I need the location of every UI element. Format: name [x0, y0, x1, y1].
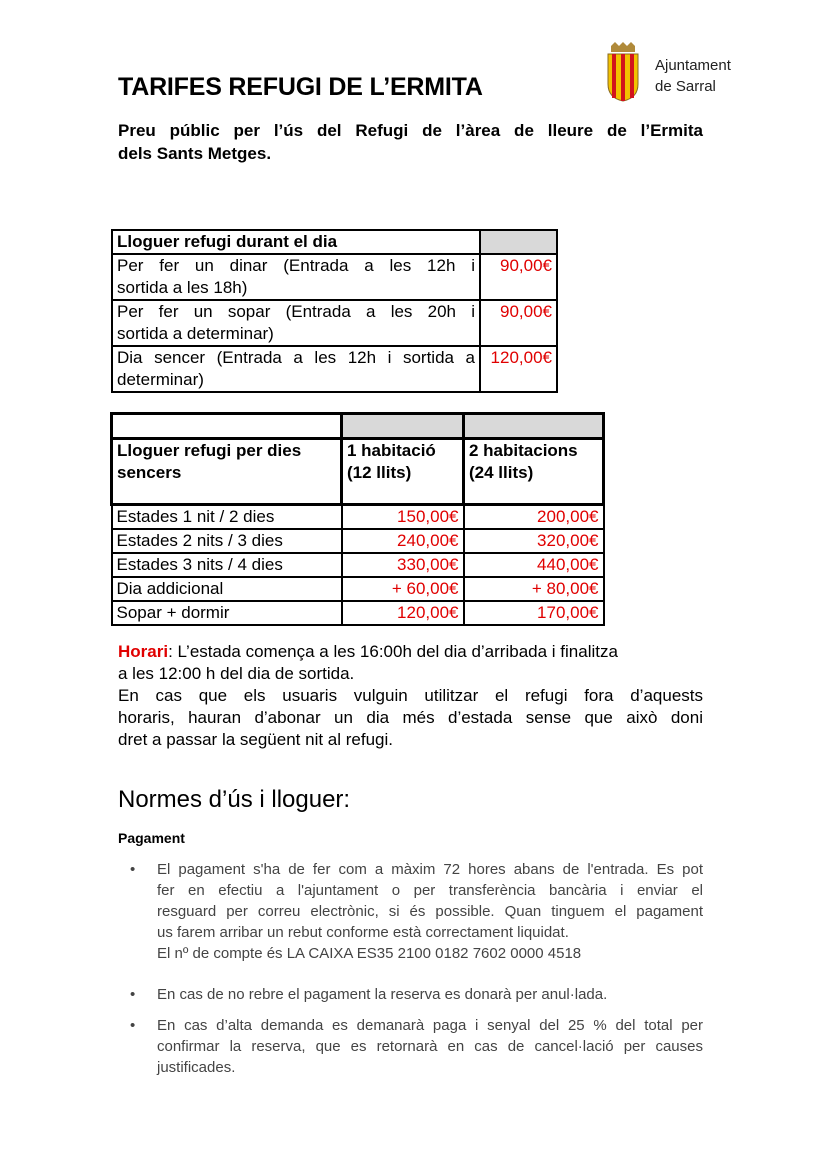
price: 330,00€: [342, 553, 464, 577]
price: 150,00€: [342, 505, 464, 530]
row-label: Estades 3 nits / 4 dies: [112, 553, 342, 577]
list-item: [130, 1015, 703, 1078]
text-line: dret a passar la següent nit al refugi.: [118, 730, 393, 749]
label-line: Dia sencer (Entrada a les 12h i sortida a: [117, 348, 475, 367]
text-line: En cas que els usuaris vulguin utilitzar el refugi fora d’aquests: [118, 686, 703, 705]
header-blank-cell: [480, 230, 557, 254]
price: 120,00€: [480, 346, 557, 392]
price: + 80,00€: [464, 577, 604, 601]
full-day-rental-table: [110, 412, 605, 626]
section-heading: Normes d’ús i lloguer:: [118, 786, 351, 813]
blank-cell: [464, 414, 604, 439]
table-row-label: [112, 300, 480, 346]
blank-cell: [342, 414, 464, 439]
table-row: [112, 505, 604, 530]
subtitle: [118, 119, 703, 165]
price: 170,00€: [464, 601, 604, 625]
text-line: El pagament s'ha de fer com a màxim 72 hores abans de l'entrada. Es pot: [157, 861, 703, 878]
text-line: resguard per correu electrònic, si és possible. Quan tinguem el pagament: [157, 903, 703, 920]
bullet-icon: •: [130, 986, 136, 1003]
price: 240,00€: [342, 529, 464, 553]
price: 200,00€: [464, 505, 604, 530]
subsection-heading: Pagament: [118, 830, 185, 846]
label-line: Per fer un dinar (Entrada a les 12h i: [117, 256, 475, 275]
table-header: 1 habitació (12 llits): [342, 439, 464, 505]
label-line: Per fer un sopar (Entrada a les 20h i: [117, 302, 475, 321]
schedule-label: Horari: [118, 642, 169, 661]
schedule-paragraph: [118, 641, 703, 751]
text-line: justificades.: [157, 1059, 236, 1076]
table-row: [112, 577, 604, 601]
blank-cell: [112, 414, 342, 439]
price: 90,00€: [480, 300, 557, 346]
row-label: Estades 2 nits / 3 dies: [112, 529, 342, 553]
table-header: Lloguer refugi durant el dia: [112, 230, 480, 254]
price: + 60,00€: [342, 577, 464, 601]
table-row: [112, 601, 604, 625]
price: 320,00€: [464, 529, 604, 553]
price: 120,00€: [342, 601, 464, 625]
row-label: Estades 1 nit / 2 dies: [112, 505, 342, 530]
bullet-icon: •: [130, 861, 136, 878]
table-row: [112, 553, 604, 577]
text-line: horaris, hauran d’abonar un dia més d’estada sense que això doni: [118, 708, 703, 727]
municipality-name: [655, 55, 731, 97]
label-line: determinar): [117, 370, 204, 389]
text-line: : L’estada comença a les 16:00h del dia d’arribada i finalitza: [168, 642, 618, 661]
label-line: sortida a determinar): [117, 324, 274, 343]
text-line: a les 12:00 h del dia de sortida.: [118, 664, 355, 683]
coat-of-arms-logo: [603, 42, 643, 102]
label-line: sortida a les 18h): [117, 278, 248, 297]
payment-list: [130, 859, 703, 1088]
text-line: El nº de compte és LA CAIXA ES35 2100 0182 7602 0000 4518: [157, 945, 582, 962]
table-header: 2 habitacions (24 llits): [464, 439, 604, 505]
subtitle-line: dels Sants Metges.: [118, 144, 272, 163]
text-line: En cas de no rebre el pagament la reserva es donarà per anul·lada.: [157, 986, 608, 1003]
logo-line: Ajuntament: [655, 57, 731, 74]
list-item: [130, 984, 703, 1005]
row-label: Sopar + dormir: [112, 601, 342, 625]
text-line: fer en efectiu a l'ajuntament o per transferència bancària i enviar el: [157, 882, 703, 899]
text-line: En cas d’alta demanda es demanarà paga i senyal del 25 % del total per: [157, 1017, 703, 1034]
price: 90,00€: [480, 254, 557, 300]
row-label: Dia addicional: [112, 577, 342, 601]
day-rental-table: [111, 229, 558, 393]
page-title: TARIFES REFUGI DE L’ERMITA: [118, 73, 483, 101]
table-header: Lloguer refugi per dies sencers: [112, 439, 342, 505]
table-row-label: [112, 254, 480, 300]
price: 440,00€: [464, 553, 604, 577]
logo-line: de Sarral: [655, 78, 716, 95]
subtitle-line: Preu públic per l’ús del Refugi de l’àrea de lleure de l’Ermita: [118, 121, 703, 140]
bullet-icon: •: [130, 1017, 136, 1034]
text-line: us farem arribar un rebut conforme està correctament liquidat.: [157, 924, 569, 941]
table-row-label: [112, 346, 480, 392]
text-line: confirmar la reserva, que es retornarà en cas de cancel·lació per causes: [157, 1038, 703, 1055]
list-item: [130, 859, 703, 964]
table-row: [112, 529, 604, 553]
